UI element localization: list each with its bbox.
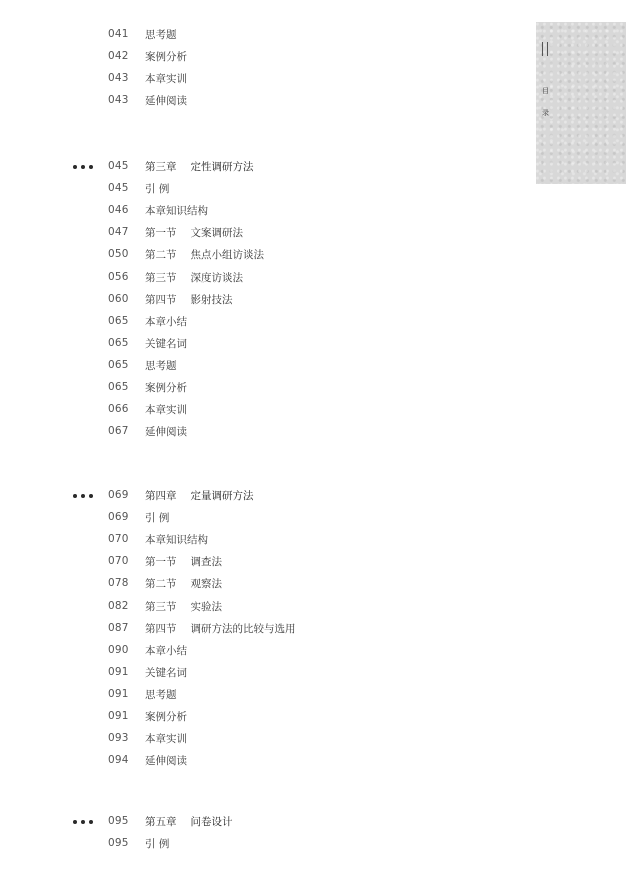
side-tab-bars — [542, 42, 548, 56]
toc-row[interactable] — [0, 752, 520, 774]
toc-row[interactable] — [0, 92, 520, 114]
toc-row[interactable] — [0, 335, 520, 357]
entry-title — [145, 402, 187, 417]
toc-row[interactable] — [0, 224, 520, 246]
title-text: 观察法 — [190, 578, 222, 591]
chapter-dots-icon — [73, 494, 95, 500]
toc-row[interactable] — [0, 531, 520, 553]
title-text: 本章小结 — [145, 315, 187, 328]
entry-title — [145, 49, 187, 64]
entry-title — [145, 159, 254, 174]
toc-row[interactable] — [0, 379, 520, 401]
entry-title — [145, 292, 233, 307]
page-number: 047 — [108, 226, 129, 239]
entry-title — [145, 814, 233, 829]
title-text: 案例分析 — [145, 711, 187, 723]
entry-title — [145, 247, 264, 262]
toc-row[interactable] — [0, 708, 520, 730]
page-number: 045 — [108, 182, 129, 195]
title-text: 关键名词 — [145, 337, 187, 350]
toc-row[interactable] — [0, 686, 520, 708]
title-text: 本章知识结构 — [145, 534, 208, 547]
entry-title — [145, 709, 187, 724]
title-text: 引 例 — [145, 838, 170, 851]
title-text: 本章小结 — [145, 644, 187, 657]
page-number: 060 — [108, 292, 129, 305]
title-text: 问卷设计 — [190, 816, 233, 828]
dot-icon — [81, 165, 85, 169]
toc-row[interactable] — [0, 70, 520, 92]
page-number: 091 — [108, 665, 129, 678]
title-text: 本章实训 — [145, 733, 187, 746]
page-number: 090 — [108, 643, 129, 656]
title-text: 案例分析 — [145, 382, 187, 394]
chapter-dots-icon — [73, 820, 95, 826]
page-number: 043 — [108, 94, 129, 107]
page-number: 082 — [108, 599, 129, 612]
title-text: 延伸阅读 — [145, 95, 187, 108]
page-number: 043 — [108, 72, 129, 85]
section-label: 第二节 — [145, 249, 177, 262]
toc-row[interactable] — [0, 509, 520, 531]
page-number: 056 — [108, 270, 129, 283]
entry-title — [145, 665, 187, 680]
page-number: 069 — [108, 511, 129, 524]
section-label: 第四节 — [145, 622, 177, 635]
entry-title — [145, 358, 177, 373]
toc-row[interactable] — [0, 401, 520, 423]
side-tab-char-1: 目 — [542, 87, 549, 95]
toc-row[interactable] — [0, 202, 520, 224]
section-label: 第三节 — [145, 271, 177, 284]
title-text: 影射技法 — [190, 293, 233, 306]
toc-row[interactable] — [0, 730, 520, 752]
side-tab-char-2: 录 — [542, 109, 549, 117]
page-number: 095 — [108, 837, 129, 850]
dot-icon — [73, 494, 77, 498]
side-tab — [536, 22, 626, 184]
toc-row[interactable] — [0, 26, 520, 48]
toc-row[interactable] — [0, 180, 520, 202]
toc-chapter-row[interactable] — [0, 813, 520, 835]
page-number: 078 — [108, 577, 129, 590]
section-label: 第二节 — [145, 578, 177, 591]
title-text: 本章实训 — [145, 404, 187, 417]
page-number: 070 — [108, 533, 129, 546]
title-text: 引 例 — [145, 183, 170, 196]
chapter-dots-icon — [73, 165, 95, 171]
title-text: 案例分析 — [145, 51, 187, 64]
entry-title — [145, 380, 187, 395]
entry-title — [145, 181, 169, 196]
entry-title — [145, 621, 296, 636]
page-number: 042 — [108, 50, 129, 63]
page-number: 067 — [108, 425, 129, 438]
title-text: 定性调研方法 — [190, 161, 254, 173]
toc-row[interactable] — [0, 423, 520, 445]
title-text: 思考题 — [145, 688, 177, 701]
toc-row[interactable] — [0, 664, 520, 686]
entry-title — [145, 836, 169, 851]
title-text: 深度访谈法 — [190, 271, 243, 284]
entry-title — [145, 687, 177, 702]
page-number: 091 — [108, 687, 129, 700]
entry-title — [145, 270, 243, 285]
toc-row[interactable] — [0, 357, 520, 379]
page-number: 045 — [108, 160, 129, 172]
page-number: 065 — [108, 381, 129, 393]
entry-title — [145, 71, 187, 86]
title-text: 调研方法的比较与选用 — [190, 622, 296, 635]
entry-title — [145, 554, 222, 569]
entry-title — [145, 336, 187, 351]
page-number: 091 — [108, 710, 129, 722]
page-number: 093 — [108, 732, 129, 745]
section-label: 第一节 — [145, 227, 177, 240]
entry-title — [145, 576, 222, 591]
entry-title — [145, 93, 187, 108]
toc-row[interactable] — [0, 598, 520, 620]
entry-title — [145, 424, 187, 439]
page-number: 046 — [108, 204, 129, 217]
toc-row[interactable] — [0, 313, 520, 335]
dot-icon — [73, 165, 77, 169]
toc-row[interactable] — [0, 835, 520, 857]
title-text: 本章知识结构 — [145, 205, 208, 218]
toc-row[interactable] — [0, 553, 520, 575]
page-number: 065 — [108, 314, 129, 327]
dot-icon — [73, 820, 77, 824]
title-text: 引 例 — [145, 512, 170, 525]
title-text: 文案调研法 — [190, 227, 243, 240]
title-text: 思考题 — [145, 359, 177, 372]
page-number: 070 — [108, 555, 129, 568]
entry-title — [145, 27, 177, 42]
page-number: 041 — [108, 28, 129, 40]
page-number: 050 — [108, 248, 129, 261]
entry-title — [145, 599, 222, 614]
title-text: 焦点小组访谈法 — [190, 249, 264, 262]
toc-chapter-row[interactable] — [0, 158, 520, 180]
dot-icon — [89, 165, 93, 169]
toc-row[interactable] — [0, 642, 520, 664]
title-text: 关键名词 — [145, 666, 187, 679]
entry-title — [145, 532, 208, 547]
section-label: 第五章 — [145, 816, 177, 828]
dot-icon — [89, 494, 93, 498]
toc-row[interactable] — [0, 48, 520, 70]
toc-row[interactable] — [0, 575, 520, 597]
dot-icon — [81, 820, 85, 824]
page-number: 066 — [108, 403, 129, 416]
toc-row[interactable] — [0, 291, 520, 313]
title-text: 实验法 — [190, 600, 222, 613]
entry-title — [145, 643, 187, 658]
page-number: 094 — [108, 754, 129, 767]
title-text: 延伸阅读 — [145, 755, 187, 768]
entry-title — [145, 510, 169, 525]
entry-title — [145, 753, 187, 768]
entry-title — [145, 731, 187, 746]
page-number: 095 — [108, 815, 129, 827]
dot-icon — [81, 494, 85, 498]
section-label: 第三节 — [145, 600, 177, 613]
toc-chapter-row[interactable] — [0, 487, 520, 509]
toc-row[interactable] — [0, 620, 520, 642]
toc-row[interactable] — [0, 246, 520, 268]
title-text: 调查法 — [190, 556, 222, 569]
section-label: 第一节 — [145, 556, 177, 569]
toc-row[interactable] — [0, 269, 520, 291]
page-number: 087 — [108, 621, 129, 634]
title-text: 思考题 — [145, 29, 177, 41]
page-number: 065 — [108, 336, 129, 349]
page-number: 065 — [108, 358, 129, 371]
dot-icon — [89, 820, 93, 824]
section-label: 第四章 — [145, 490, 177, 502]
section-label: 第四节 — [145, 293, 177, 306]
entry-title — [145, 314, 187, 329]
page-number: 069 — [108, 489, 129, 501]
title-text: 本章实训 — [145, 73, 187, 86]
entry-title — [145, 225, 243, 240]
entry-title — [145, 488, 254, 503]
section-label: 第三章 — [145, 161, 177, 173]
entry-title — [145, 203, 208, 218]
title-text: 延伸阅读 — [145, 426, 187, 439]
title-text: 定量调研方法 — [190, 490, 254, 502]
